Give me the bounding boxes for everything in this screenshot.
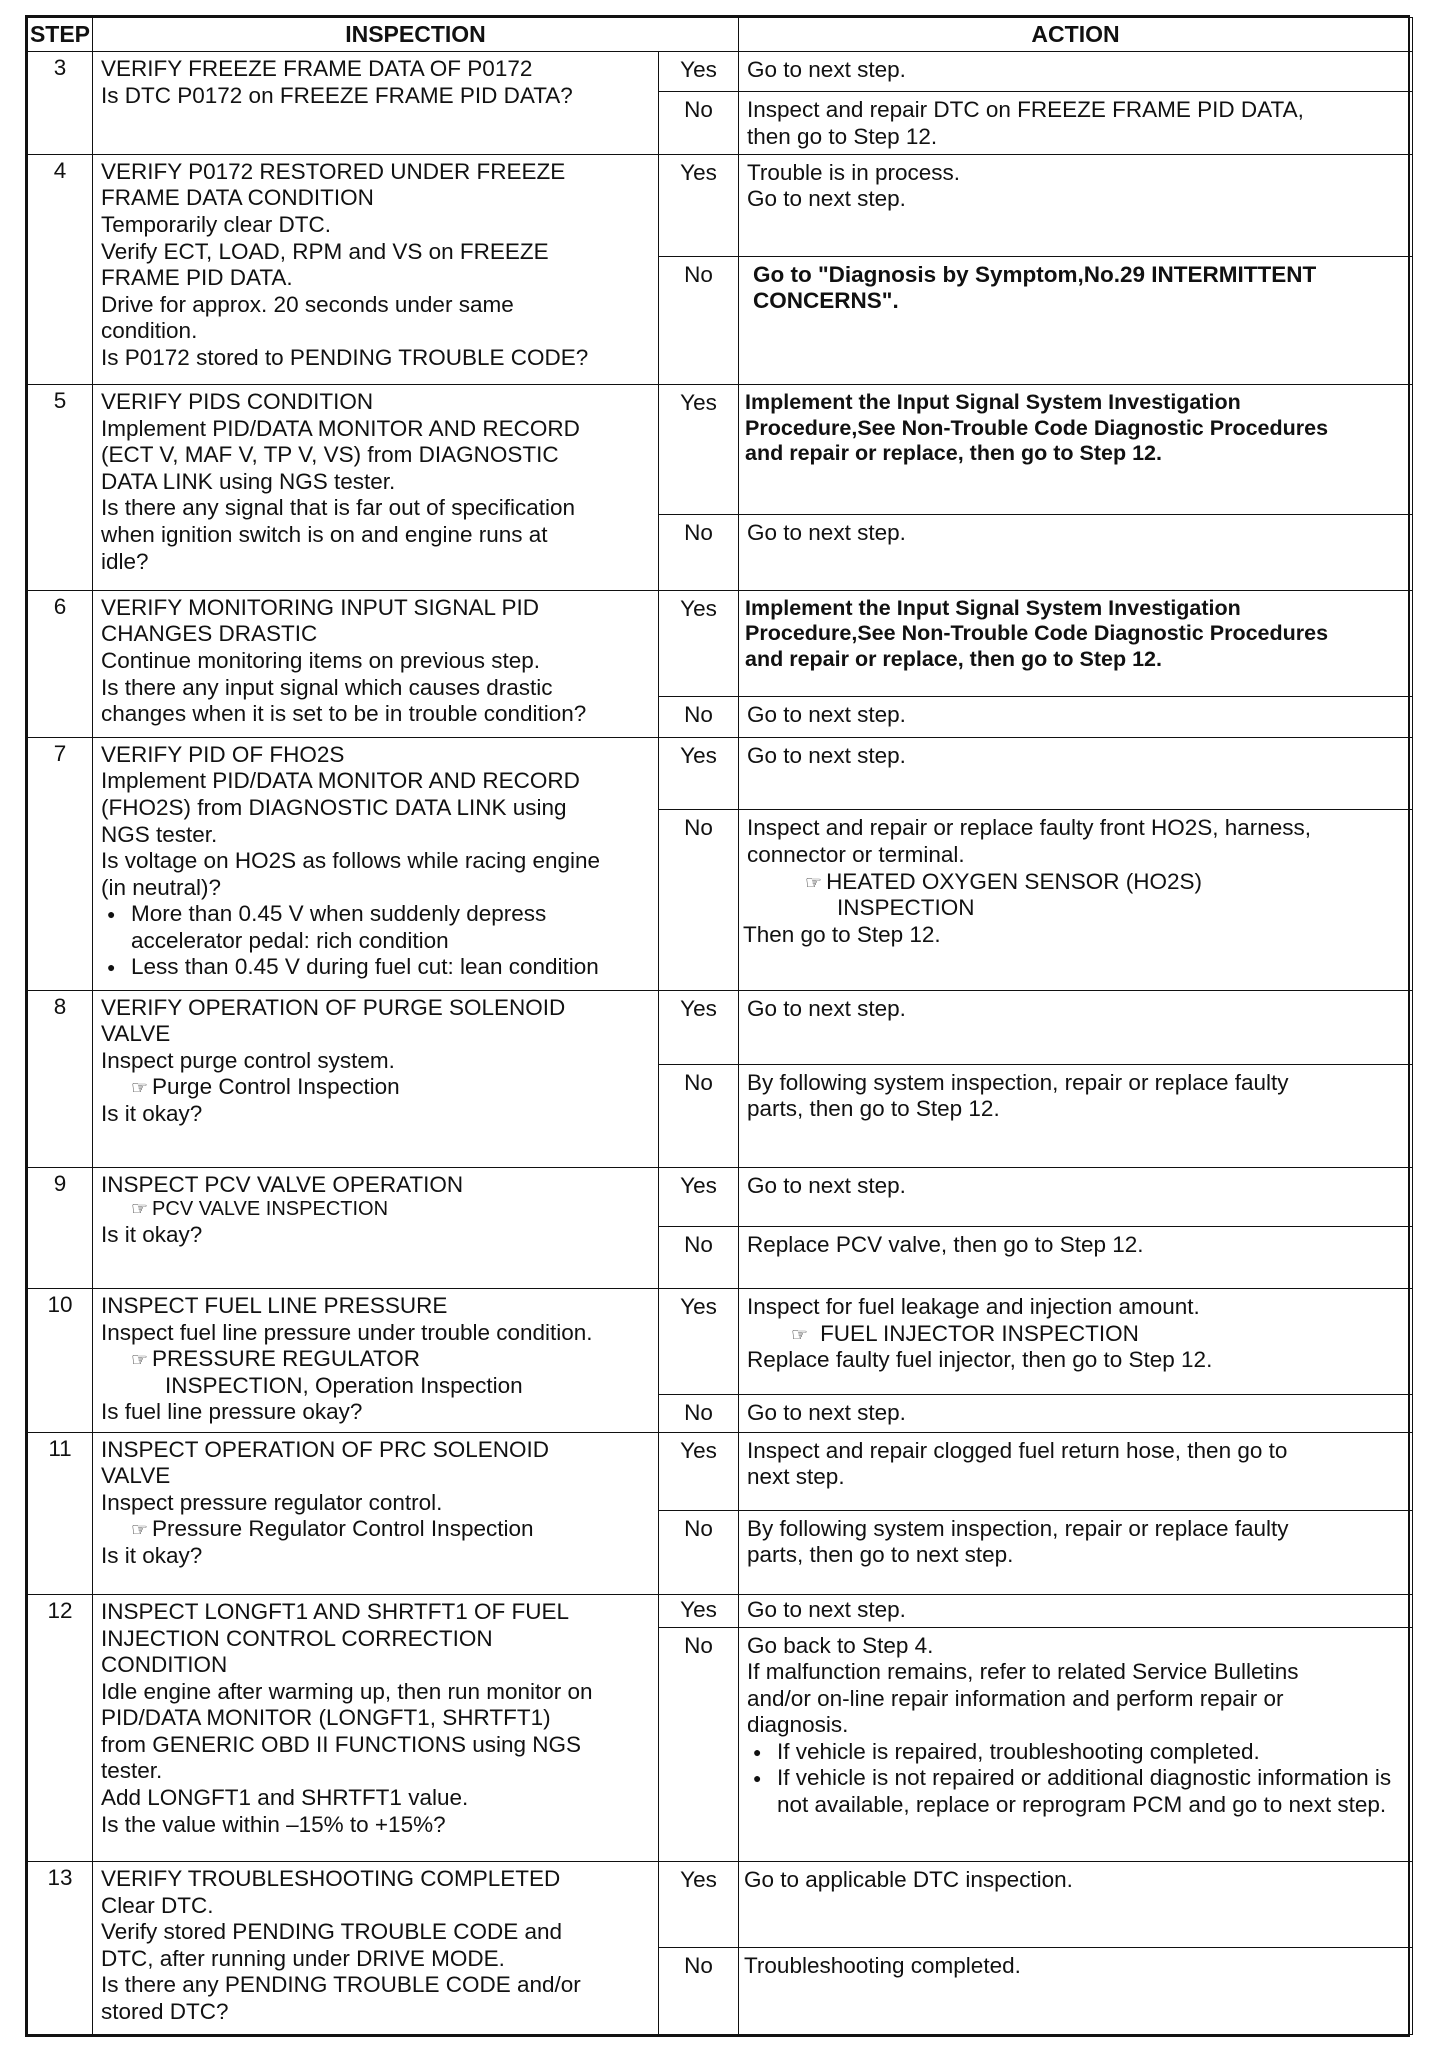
yes-label: Yes (659, 385, 739, 515)
no-label: No (659, 92, 739, 155)
inspection-line: PID/DATA MONITOR (LONGFT1, SHRTFT1) (101, 1705, 551, 1731)
action-line: By following system inspection, repair or replace faulty (747, 1069, 1289, 1095)
no-label: No (659, 514, 739, 590)
reference-line (101, 1198, 652, 1222)
reference-line: INSPECTION (837, 895, 975, 921)
action-line: Inspect for fuel leakage and injection amount. (747, 1294, 1200, 1320)
inspection-line: CHANGES DRASTIC (101, 621, 318, 647)
inspection-line: VERIFY TROUBLESHOOTING COMPLETED (101, 1866, 561, 1892)
inspection-line: Inspect fuel line pressure under trouble condition. (101, 1319, 593, 1345)
yes-label: Yes (659, 1595, 739, 1627)
action-line: Procedure,See Non-Trouble Code Diagnostic Procedures (745, 621, 1329, 646)
inspection-cell (93, 1289, 659, 1433)
action-line: Inspect and repair clogged fuel return hose, then go to (747, 1437, 1288, 1463)
action-line: Replace PCV valve, then go to Step 12. (747, 1232, 1144, 1258)
no-label: No (659, 1627, 739, 1861)
no-action (739, 1948, 1413, 2035)
table-row (28, 590, 1413, 696)
inspection-line: Is there any signal that is far out of specification (101, 495, 576, 521)
inspection-line: Is it okay? (101, 1542, 203, 1568)
no-label: No (659, 256, 739, 385)
inspection-line: VALVE (101, 1463, 171, 1489)
yes-action (739, 1862, 1413, 1948)
no-label: No (659, 1394, 739, 1432)
yes-label: Yes (659, 52, 739, 92)
no-label: No (659, 1948, 739, 2035)
inspection-cell (93, 590, 659, 737)
yes-label: Yes (659, 590, 739, 696)
action-line: Go to applicable DTC inspection. (744, 1867, 1073, 1893)
inspection-line: changes when it is set to be in trouble condition? (101, 701, 587, 727)
inspection-line: Inspect purge control system. (101, 1047, 395, 1073)
yes-action (739, 737, 1413, 810)
action-line: and/or on-line repair information and perform repair or (747, 1685, 1284, 1711)
action-line: parts, then go to Step 12. (747, 1096, 1000, 1122)
inspection-line: tester. (101, 1758, 163, 1784)
inspection-line: INSPECT PCV VALVE OPERATION (101, 1171, 464, 1197)
yes-action (739, 385, 1413, 515)
step-number: 5 (28, 385, 93, 591)
action-line: Then go to Step 12. (743, 921, 941, 947)
yes-action (739, 590, 1413, 696)
yes-action (739, 52, 1413, 92)
inspection-line: Continue monitoring items on previous step. (101, 647, 540, 673)
reference-text: Pressure Regulator Control Inspection (152, 1516, 534, 1542)
action-line: Go to next step. (747, 57, 906, 82)
yes-label: Yes (659, 1167, 739, 1227)
step-number: 13 (28, 1862, 93, 2035)
inspection-line: Is P0172 stored to PENDING TROUBLE CODE? (101, 344, 589, 370)
action-line: Inspect and repair or replace faulty front HO2S, harness, (747, 815, 1312, 841)
inspection-line: VERIFY PID OF FHO2S (101, 741, 345, 767)
inspection-line: idle? (101, 548, 149, 574)
no-action (739, 514, 1413, 590)
inspection-line: stored DTC? (101, 1998, 229, 2024)
header-step: STEP (28, 18, 93, 52)
inspection-line: INJECTION CONTROL CORRECTION (101, 1625, 493, 1651)
reference-line: INSPECTION, Operation Inspection (165, 1372, 523, 1398)
action-line: Implement the Input Signal System Investigation (745, 390, 1241, 415)
reference-text: HEATED OXYGEN SENSOR (HO2S) (826, 868, 1202, 894)
action-line: Go to next step. (747, 742, 906, 768)
inspection-line: FRAME DATA CONDITION (101, 185, 374, 211)
step-number: 7 (28, 737, 93, 990)
inspection-line: Is DTC P0172 on FREEZE FRAME PID DATA? (101, 82, 573, 108)
action-line: Go to next step. (747, 1597, 906, 1623)
yes-label: Yes (659, 154, 739, 256)
action-line: By following system inspection, repair or replace faulty (747, 1515, 1289, 1541)
yes-label: Yes (659, 1862, 739, 1948)
yes-action (739, 154, 1413, 256)
action-line: Go to next step. (747, 519, 906, 545)
no-action (739, 1227, 1413, 1289)
inspection-line: Add LONGFT1 and SHRTFT1 value. (101, 1784, 469, 1810)
action-line: connector or terminal. (747, 842, 965, 868)
action-line: Go to next step. (747, 995, 906, 1021)
yes-label: Yes (659, 737, 739, 810)
inspection-line: Inspect pressure regulator control. (101, 1489, 443, 1515)
table-row (28, 1167, 1413, 1227)
no-action (739, 696, 1413, 737)
inspection-line: Is it okay? (101, 1221, 203, 1247)
table-row (28, 385, 1413, 515)
inspection-line: Is voltage on HO2S as follows while racing engine (101, 848, 601, 874)
no-label: No (659, 696, 739, 737)
action-line: and repair or replace, then go to Step 12. (745, 440, 1162, 465)
yes-action (739, 1595, 1413, 1627)
inspection-line: when ignition switch is on and engine runs at (101, 521, 548, 547)
inspection-line: (ECT V, MAF V, TP V, VS) from DIAGNOSTIC (101, 442, 559, 468)
reference-text: PRESSURE REGULATOR (152, 1346, 421, 1372)
action-line: Go to next step. (747, 186, 906, 212)
inspection-line: Verify ECT, LOAD, RPM and VS on FREEZE (101, 238, 549, 264)
reference-line (101, 1074, 652, 1101)
no-action (739, 1510, 1413, 1594)
no-label: No (659, 1227, 739, 1289)
step-number: 12 (28, 1595, 93, 1862)
bullet-item: ● Less than 0.45 V during fuel cut: lean condition (101, 954, 652, 981)
reference-text: Purge Control Inspection (152, 1074, 400, 1100)
inspection-line: Temporarily clear DTC. (101, 212, 332, 237)
inspection-line: (in neutral)? (101, 874, 222, 900)
inspection-line: Verify stored PENDING TROUBLE CODE and (101, 1919, 562, 1945)
step-number: 4 (28, 154, 93, 384)
action-line: then go to Step 12. (747, 123, 938, 149)
action-line: Troubleshooting completed. (744, 1953, 1021, 1979)
inspection-cell (93, 1595, 659, 1862)
inspection-cell (93, 154, 659, 384)
inspection-line: Clear DTC. (101, 1892, 214, 1918)
diagnostic-table (27, 17, 1413, 2035)
action-line: Procedure,See Non-Trouble Code Diagnostic Procedures (745, 415, 1329, 440)
diagnostic-table-page (25, 15, 1410, 2037)
pointing-hand-icon: ☞ (131, 1350, 149, 1372)
bullet-item: ● More than 0.45 V when suddenly depress accelerator pedal: rich condition (101, 901, 652, 954)
no-action (739, 92, 1413, 155)
no-action (739, 256, 1413, 385)
inspection-cell (93, 52, 659, 155)
yes-action (739, 1289, 1413, 1395)
action-line: Go to next step. (747, 1399, 906, 1425)
inspection-cell (93, 737, 659, 990)
inspection-line: condition. (101, 318, 198, 344)
inspection-line: Idle engine after warming up, then run monitor on (101, 1678, 593, 1704)
step-number: 8 (28, 990, 93, 1167)
inspection-line: INSPECT FUEL LINE PRESSURE (101, 1293, 448, 1319)
inspection-line: DTC, after running under DRIVE MODE. (101, 1945, 505, 1971)
inspection-line: Implement PID/DATA MONITOR AND RECORD (101, 768, 580, 794)
action-line: Go to next step. (747, 1172, 906, 1198)
inspection-cell (93, 1167, 659, 1288)
action-line: CONCERNS". (753, 288, 899, 314)
action-line: If malfunction remains, refer to related Service Bulletins (747, 1659, 1299, 1685)
table-row (28, 1595, 1413, 1627)
yes-action (739, 1167, 1413, 1227)
bullet-item: ● If vehicle is repaired, troubleshooting completed. (747, 1739, 1408, 1766)
yes-action (739, 990, 1413, 1064)
inspection-line: (FHO2S) from DIAGNOSTIC DATA LINK using (101, 795, 567, 821)
inspection-line: Implement PID/DATA MONITOR AND RECORD (101, 415, 580, 441)
no-action (739, 810, 1413, 990)
action-line: next step. (747, 1464, 845, 1490)
table-row (28, 737, 1413, 810)
reference-text: FUEL INJECTOR INSPECTION (820, 1320, 1139, 1346)
inspection-line: Is there any PENDING TROUBLE CODE and/or (101, 1972, 581, 1998)
step-number: 6 (28, 590, 93, 737)
header-inspection: INSPECTION (93, 18, 739, 52)
inspection-line: VERIFY MONITORING INPUT SIGNAL PID (101, 594, 539, 620)
pointing-hand-icon: ☞ (131, 1199, 149, 1221)
inspection-line: VERIFY PIDS CONDITION (101, 389, 374, 415)
header-action: ACTION (739, 18, 1413, 52)
reference-line (747, 1321, 1408, 1348)
pointing-hand-icon: ☞ (791, 1324, 809, 1346)
pointing-hand-icon: ☞ (131, 1520, 149, 1542)
reference-line (101, 1346, 652, 1373)
inspection-line: INSPECT OPERATION OF PRC SOLENOID (101, 1436, 549, 1462)
inspection-line: CONDITION (101, 1652, 228, 1678)
table-row (28, 52, 1413, 92)
table-row (28, 154, 1413, 256)
inspection-line: DATA LINK using NGS tester. (101, 468, 396, 494)
no-label: No (659, 1064, 739, 1167)
table-header-row (28, 18, 1413, 52)
table-row (28, 1432, 1413, 1510)
inspection-line: FRAME PID DATA. (101, 265, 293, 291)
inspection-line: INSPECT LONGFT1 AND SHRTFT1 OF FUEL (101, 1599, 569, 1625)
bullet-item: ● If vehicle is not repaired or additional diagnostic information is not available, replace or reprogram PCM and go to next step. (747, 1765, 1408, 1818)
table-row (28, 1289, 1413, 1395)
action-line: Replace faulty fuel injector, then go to Step 12. (747, 1347, 1213, 1373)
action-line: Go to next step. (747, 701, 906, 727)
inspection-line: from GENERIC OBD II FUNCTIONS using NGS (101, 1731, 582, 1757)
inspection-line: VERIFY FREEZE FRAME DATA OF P0172 (101, 56, 533, 81)
pointing-hand-icon: ☞ (805, 872, 823, 894)
no-action (739, 1627, 1413, 1861)
inspection-line: Is fuel line pressure okay? (101, 1399, 363, 1425)
step-number: 9 (28, 1167, 93, 1288)
reference-text: PCV VALVE INSPECTION (152, 1198, 389, 1221)
inspection-line: VERIFY OPERATION OF PURGE SOLENOID (101, 994, 566, 1020)
reference-line (747, 869, 1408, 896)
inspection-line: NGS tester. (101, 821, 218, 847)
inspection-line: Is it okay? (101, 1101, 203, 1127)
yes-action (739, 1432, 1413, 1510)
inspection-cell (93, 1862, 659, 2035)
yes-label: Yes (659, 1289, 739, 1395)
action-line: parts, then go to next step. (747, 1542, 1014, 1568)
no-action (739, 1394, 1413, 1432)
reference-line (101, 1516, 652, 1543)
step-number: 10 (28, 1289, 93, 1433)
inspection-line: VALVE (101, 1021, 171, 1047)
step-number: 3 (28, 52, 93, 155)
yes-label: Yes (659, 990, 739, 1064)
yes-label: Yes (659, 1432, 739, 1510)
table-row (28, 990, 1413, 1064)
step-number: 11 (28, 1432, 93, 1594)
action-line: Implement the Input Signal System Investigation (745, 595, 1241, 620)
inspection-line: Is there any input signal which causes drastic (101, 674, 553, 700)
no-action (739, 1064, 1413, 1167)
action-line: Go back to Step 4. (747, 1632, 934, 1658)
inspection-line: Is the value within –15% to +15%? (101, 1811, 446, 1837)
inspection-line: VERIFY P0172 RESTORED UNDER FREEZE (101, 158, 566, 184)
inspection-cell (93, 1432, 659, 1594)
no-label: No (659, 1510, 739, 1594)
action-line: Go to "Diagnosis by Symptom,No.29 INTERMITTENT (753, 261, 1317, 287)
no-label: No (659, 810, 739, 990)
action-line: and repair or replace, then go to Step 12. (745, 646, 1162, 671)
pointing-hand-icon: ☞ (131, 1078, 149, 1100)
action-line: Inspect and repair DTC on FREEZE FRAME PID DATA, (747, 97, 1304, 123)
inspection-cell (93, 990, 659, 1167)
table-row (28, 1862, 1413, 1948)
action-line: diagnosis. (747, 1712, 849, 1738)
inspection-cell (93, 385, 659, 591)
action-line: Trouble is in process. (747, 159, 961, 185)
inspection-line: Drive for approx. 20 seconds under same (101, 291, 514, 317)
